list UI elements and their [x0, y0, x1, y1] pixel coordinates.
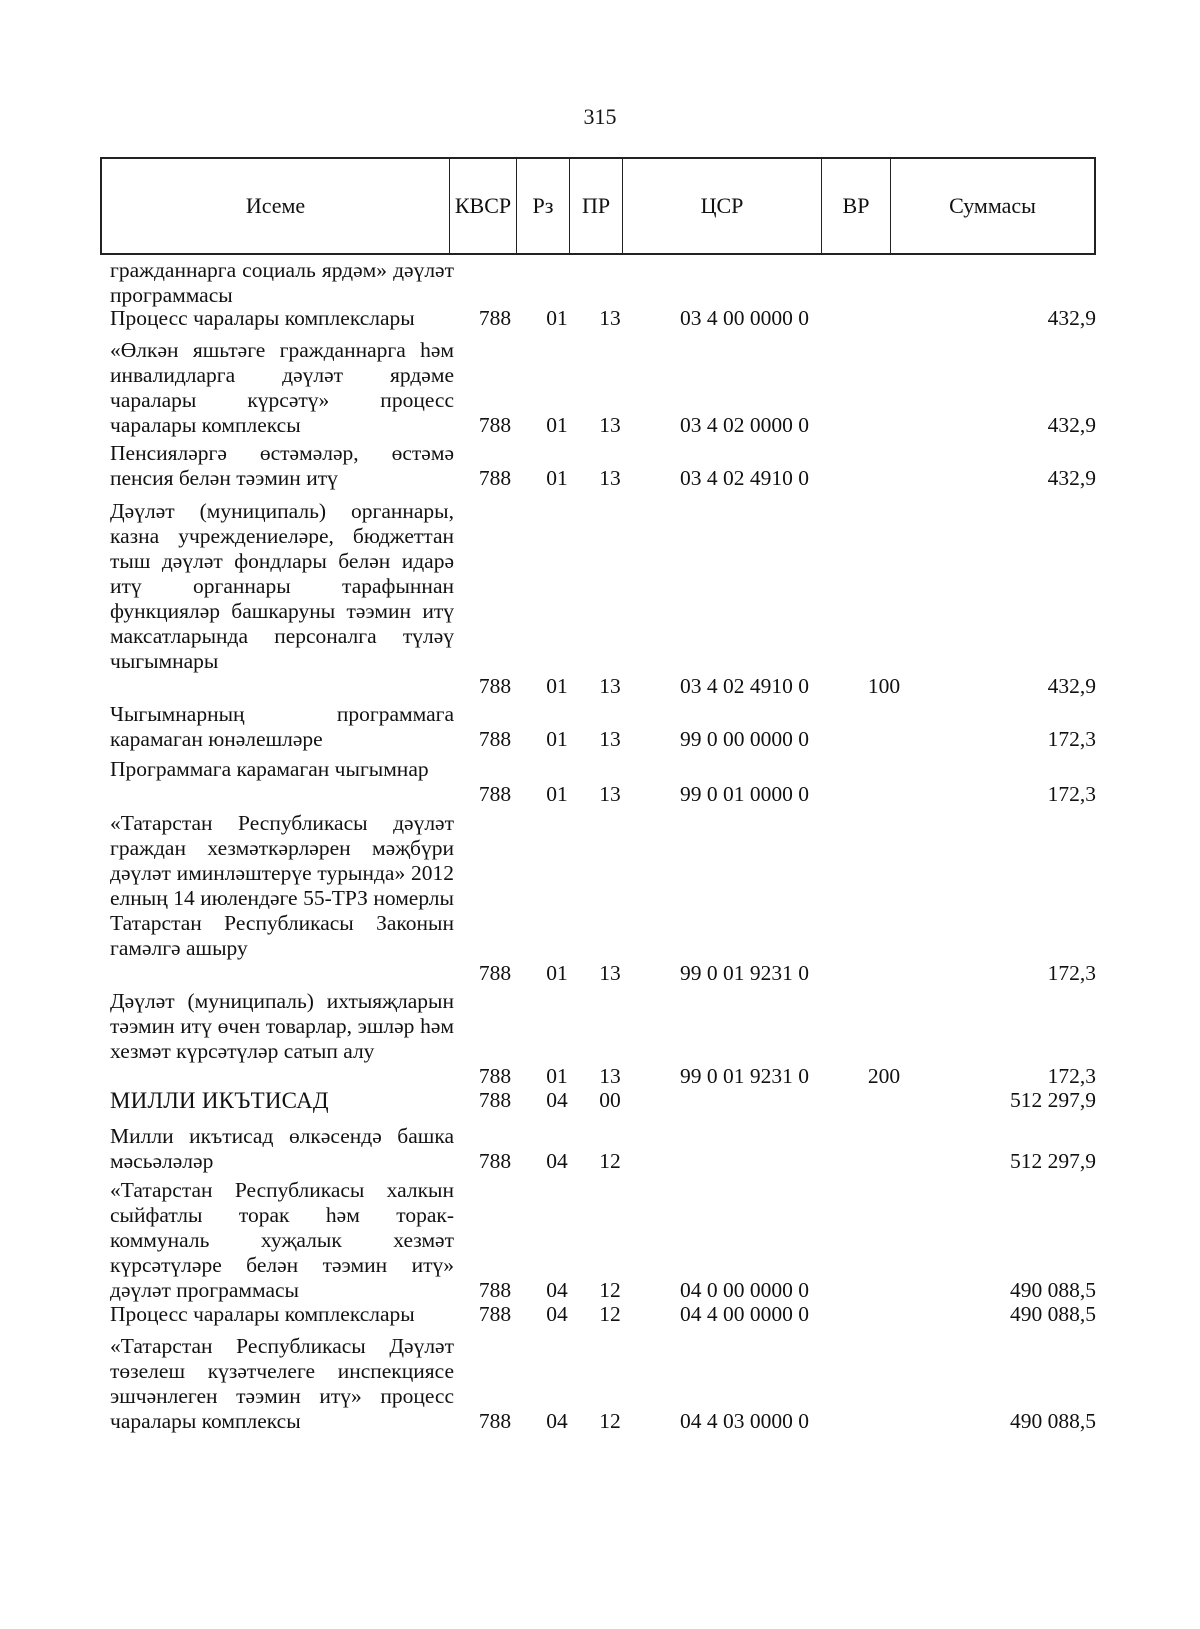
row-name: МИЛЛИ ИКЪТИСАД: [110, 1088, 329, 1113]
row-pr: 13: [599, 306, 621, 330]
row-csr: 99 0 01 9231 0: [680, 1064, 809, 1088]
row-name: Дәүләт (муниципаль) органнары, казна учреждениеләре, бюджеттан тыш дәүләт фондлары белән идарә итү органнары тарафыннан функцияләр башкаруны тәэмин итү максатларында персоналга түләү чыгымнары: [110, 499, 454, 673]
row-kvsr: 788: [478, 1278, 512, 1302]
header-vr: ВР: [821, 159, 890, 253]
row-vr: 100: [867, 674, 901, 698]
row-csr: 99 0 01 9231 0: [680, 961, 809, 985]
row-pr: 12: [599, 1149, 621, 1173]
row-rz: 01: [546, 1064, 568, 1088]
header-rz: Рз: [516, 159, 569, 253]
row-rz: 04: [546, 1149, 568, 1173]
row-kvsr: 788: [478, 306, 512, 330]
row-name: «Өлкән яшьтәге гражданнарга һәм инвалидларга дәүләт ярдәме чаралары күрсәтү» процесс чаралары комплексы: [110, 338, 454, 437]
row-sum: 432,9: [1047, 413, 1096, 437]
row-name: Милли икътисад өлкәсендә башка мәсьәләләр: [110, 1124, 454, 1173]
header-csr: ЦСР: [622, 159, 821, 253]
row-sum: 490 088,5: [1010, 1409, 1096, 1433]
row-sum: 432,9: [1047, 466, 1096, 490]
row-pr: 13: [599, 727, 621, 751]
row-sum: 172,3: [1047, 1064, 1096, 1088]
row-name: Процесс чаралары комплекслары: [110, 1302, 415, 1326]
row-sum: 512 297,9: [1010, 1149, 1096, 1173]
row-rz: 04: [546, 1088, 568, 1112]
row-pr: 13: [599, 466, 621, 490]
row-rz: 01: [546, 413, 568, 437]
row-name: Программага карамаган чыгымнар: [110, 757, 429, 781]
row-name: Чыгымнарның программага карамаган юнәлешләре: [110, 702, 454, 751]
row-csr: 04 4 03 0000 0: [680, 1409, 809, 1433]
row-rz: 01: [546, 674, 568, 698]
row-sum: 172,3: [1047, 727, 1096, 751]
table-header: [100, 157, 1096, 255]
page-number: 315: [583, 104, 617, 129]
row-rz: 01: [546, 782, 568, 806]
row-name: Пенсияләргә өстәмәләр, өстәмә пенсия белән тәэмин итү: [110, 441, 454, 490]
row-rz: 04: [546, 1409, 568, 1433]
row-csr: 03 4 02 0000 0: [680, 413, 809, 437]
row-kvsr: 788: [478, 1302, 512, 1326]
row-name: «Татарстан Республикасы дәүләт граждан хезмәткәрләрен мәҗбүри дәүләт иминләштерүе турында» 2012 елның 14 июлендәге 55-ТРЗ номерлы Татарстан Республикасы Законын гамәлгә ашыру: [110, 811, 454, 960]
row-sum: 172,3: [1047, 961, 1096, 985]
row-pr: 13: [599, 782, 621, 806]
row-kvsr: 788: [478, 466, 512, 490]
row-name: «Татарстан Республикасы Дәүләт төзелеш күзәтчелеге инспекциясе эшчәнлеген тәэмин итү» процесс чаралары комплексы: [110, 1334, 454, 1433]
row-kvsr: 788: [478, 782, 512, 806]
row-rz: 01: [546, 306, 568, 330]
row-sum: 490 088,5: [1010, 1302, 1096, 1326]
row-pr: 12: [599, 1278, 621, 1302]
row-pr: 13: [599, 674, 621, 698]
row-pr: 12: [599, 1302, 621, 1326]
row-sum: 432,9: [1047, 674, 1096, 698]
row-rz: 04: [546, 1278, 568, 1302]
row-kvsr: 788: [478, 1149, 512, 1173]
row-pr: 13: [599, 413, 621, 437]
row-sum: 490 088,5: [1010, 1278, 1096, 1302]
row-csr: 03 4 02 4910 0: [680, 674, 809, 698]
row-kvsr: 788: [478, 1064, 512, 1088]
row-pr: 00: [599, 1088, 621, 1112]
header-kvsr: КВСР: [449, 159, 516, 253]
row-pr: 12: [599, 1409, 621, 1433]
row-rz: 01: [546, 727, 568, 751]
row-name: Дәүләт (муниципаль) ихтыяҗларын тәэмин итү өчен товарлар, эшләр һәм хезмәт күрсәтүләр сатып алу: [110, 989, 454, 1063]
row-rz: 04: [546, 1302, 568, 1326]
row-pr: 13: [599, 961, 621, 985]
row-csr: 03 4 02 4910 0: [680, 466, 809, 490]
row-kvsr: 788: [478, 727, 512, 751]
row-kvsr: 788: [478, 413, 512, 437]
row-name: «Татарстан Республикасы халкын сыйфатлы торак һәм торак-коммуналь хуҗалык хезмәт күрсәтүләре белән тәэмин итү» дәүләт программасы: [110, 1178, 454, 1302]
header-name: Исеме: [245, 193, 306, 218]
row-sum: 432,9: [1047, 306, 1096, 330]
row-kvsr: 788: [478, 1409, 512, 1433]
row-vr: 200: [867, 1064, 901, 1088]
row-name: Процесс чаралары комплекслары: [110, 306, 415, 330]
row-csr: 04 0 00 0000 0: [680, 1278, 809, 1302]
row-sum: 512 297,9: [1010, 1088, 1096, 1112]
row-rz: 01: [546, 466, 568, 490]
row-kvsr: 788: [478, 1088, 512, 1112]
row-csr: 99 0 01 0000 0: [680, 782, 809, 806]
row-csr: 04 4 00 0000 0: [680, 1302, 809, 1326]
header-pr: ПР: [569, 159, 622, 253]
row-csr: 03 4 00 0000 0: [680, 306, 809, 330]
row-kvsr: 788: [478, 961, 512, 985]
header-sum: Суммасы: [890, 159, 1094, 253]
row-pr: 13: [599, 1064, 621, 1088]
row-rz: 01: [546, 961, 568, 985]
row-name: гражданнарга социаль ярдәм» дәүләт программасы: [110, 258, 454, 307]
row-csr: 99 0 00 0000 0: [680, 727, 809, 751]
row-kvsr: 788: [478, 674, 512, 698]
row-sum: 172,3: [1047, 782, 1096, 806]
